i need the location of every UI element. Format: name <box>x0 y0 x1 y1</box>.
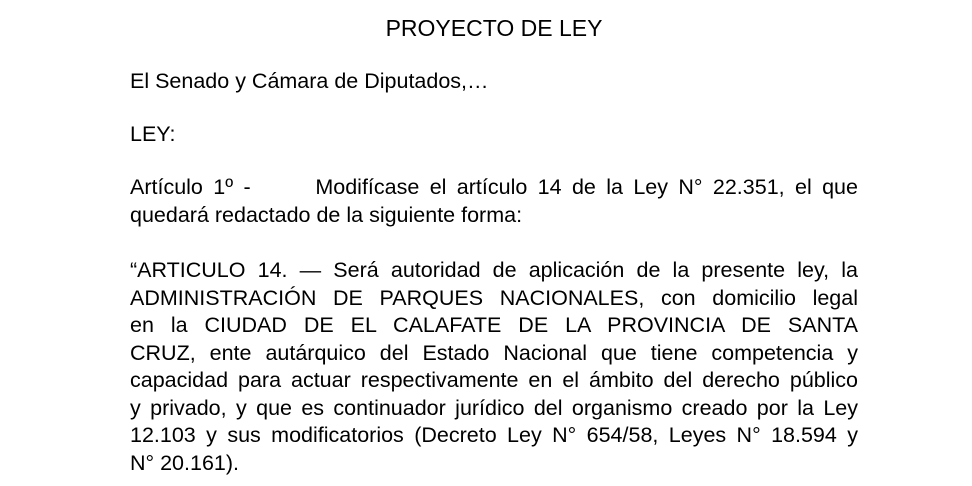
article-1-line-2: quedará redactado de la siguiente forma: <box>130 202 523 227</box>
article-14-line: 12.103 y sus modificatorios (Decreto Ley N° 654/58, Leyes N° 18.594 y <box>130 423 858 447</box>
article-1-label: Artículo 1º - <box>130 175 251 199</box>
article-14-line: CRUZ, ente autárquico del Estado Nacional que tiene competencia y <box>130 340 858 365</box>
article-14-line: capacidad para actuar respectivamente en el ámbito del derecho público <box>130 368 858 392</box>
article-1-paragraph <box>130 174 858 229</box>
article-14-line: y privado, y que es continuador jurídico del organismo creado por la Ley <box>130 395 858 420</box>
article-14-line: “ARTICULO 14. — Será autoridad de aplicación de la presente ley, la <box>130 258 858 282</box>
article-14-quote-paragraph <box>130 257 858 477</box>
article-1-line-1-text: Modifícase el artículo 14 de la Ley N° 22.351, el que <box>315 175 858 199</box>
ley-heading: LEY: <box>130 121 176 146</box>
tab-spacer <box>261 193 305 194</box>
document-title: PROYECTO DE LEY <box>385 15 603 41</box>
salutation-line: El Senado y Cámara de Diputados,… <box>130 69 489 93</box>
article-14-line: N° 20.161). <box>130 450 239 475</box>
article-14-line: en la CIUDAD DE EL CALAFATE DE LA PROVINCIA DE SANTA <box>130 313 858 337</box>
article-1-line-1 <box>130 174 858 202</box>
article-14-line: ADMINISTRACIÓN DE PARQUES NACIONALES, con domicilio legal <box>130 285 858 310</box>
